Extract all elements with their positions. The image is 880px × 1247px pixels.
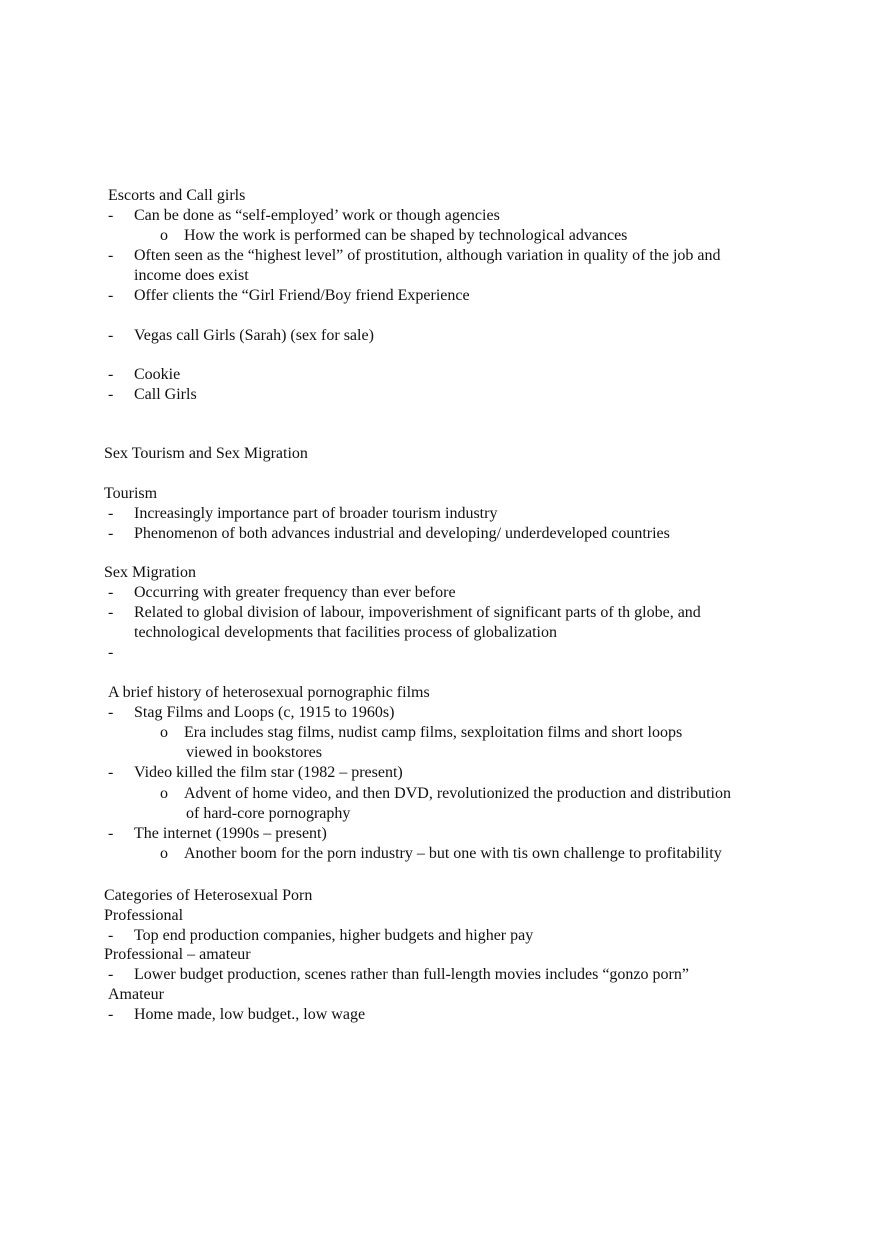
list-item: Related to global division of labour, impoverishment of significant parts of th globe, and xyxy=(134,604,701,621)
circle-bullet: o xyxy=(160,227,168,244)
section-heading: Sex Tourism and Sex Migration xyxy=(104,445,308,462)
list-item: Can be done as “self-employed’ work or though agencies xyxy=(134,207,500,224)
circle-bullet: o xyxy=(160,845,168,862)
subsection-heading: Professional – amateur xyxy=(104,946,251,963)
dash-bullet: - xyxy=(108,525,114,542)
dash-bullet: - xyxy=(108,927,114,944)
circle-bullet: o xyxy=(160,785,168,802)
dash-bullet: - xyxy=(108,966,114,983)
sub-list-item-continuation: of hard-core pornography xyxy=(186,805,351,822)
section-heading: Categories of Heterosexual Porn xyxy=(104,887,313,904)
section-heading: A brief history of heterosexual pornographic films xyxy=(108,684,430,701)
list-item: Home made, low budget., low wage xyxy=(134,1006,366,1023)
list-item: Often seen as the “highest level” of prostitution, although variation in quality of the job and xyxy=(134,247,721,264)
dash-bullet: - xyxy=(108,644,114,661)
section-heading: Escorts and Call girls xyxy=(108,187,246,204)
list-item: Lower budget production, scenes rather than full-length movies includes “gonzo porn” xyxy=(134,966,689,983)
list-item: Top end production companies, higher budgets and higher pay xyxy=(134,927,534,944)
dash-bullet: - xyxy=(108,604,114,621)
dash-bullet: - xyxy=(108,207,114,224)
list-item-continuation: income does exist xyxy=(134,267,249,284)
subsection-heading: Tourism xyxy=(104,485,158,502)
subsection-heading: Amateur xyxy=(108,986,164,1003)
list-item: Video killed the film star (1982 – present) xyxy=(134,764,403,781)
list-item: Cookie xyxy=(134,366,181,383)
dash-bullet: - xyxy=(108,1006,114,1023)
sub-list-item: Another boom for the porn industry – but one with tis own challenge to profitability xyxy=(184,845,722,862)
list-item: Phenomenon of both advances industrial and developing/ underdeveloped countries xyxy=(134,525,670,542)
sub-list-item: Era includes stag films, nudist camp films, sexploitation films and short loops xyxy=(184,724,683,741)
list-item-continuation: technological developments that facilities process of globalization xyxy=(134,624,557,641)
circle-bullet: o xyxy=(160,724,168,741)
dash-bullet: - xyxy=(108,327,114,344)
dash-bullet: - xyxy=(108,704,114,721)
dash-bullet: - xyxy=(108,386,114,403)
list-item: Increasingly importance part of broader tourism industry xyxy=(134,505,498,522)
dash-bullet: - xyxy=(108,247,114,264)
list-item: Stag Films and Loops (c, 1915 to 1960s) xyxy=(134,704,395,721)
dash-bullet: - xyxy=(108,584,114,601)
dash-bullet: - xyxy=(108,505,114,522)
sub-list-item: Advent of home video, and then DVD, revolutionized the production and distribution xyxy=(184,785,731,802)
list-item: Call Girls xyxy=(134,386,197,403)
dash-bullet: - xyxy=(108,287,114,304)
sub-list-item: How the work is performed can be shaped by technological advances xyxy=(184,227,628,244)
list-item: Offer clients the “Girl Friend/Boy friend Experience xyxy=(134,287,470,304)
list-item: The internet (1990s – present) xyxy=(134,825,327,842)
dash-bullet: - xyxy=(108,825,114,842)
list-item: Vegas call Girls (Sarah) (sex for sale) xyxy=(134,327,374,344)
dash-bullet: - xyxy=(108,764,114,781)
dash-bullet: - xyxy=(108,366,114,383)
sub-list-item-continuation: viewed in bookstores xyxy=(186,744,322,761)
list-item: Occurring with greater frequency than ever before xyxy=(134,584,456,601)
subsection-heading: Professional xyxy=(104,907,184,924)
subsection-heading: Sex Migration xyxy=(104,564,196,581)
